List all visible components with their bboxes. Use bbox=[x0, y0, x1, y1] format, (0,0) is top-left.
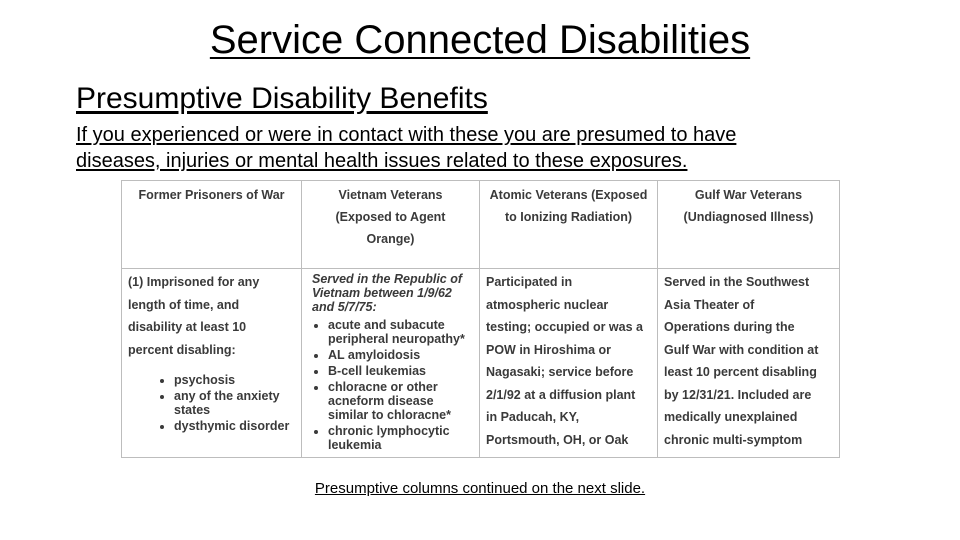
cell-line: (1) Imprisoned for any bbox=[128, 275, 260, 289]
header-line: Vietnam Veterans bbox=[338, 188, 443, 202]
continued-note: Presumptive columns continued on the next slide. bbox=[314, 480, 646, 497]
cell-pow bbox=[122, 269, 302, 458]
table-header-row bbox=[122, 181, 840, 269]
header-line: Atomic Veterans (Exposed bbox=[489, 188, 648, 202]
cell-line: Portsmouth, OH, or Oak bbox=[486, 432, 629, 447]
cell-line: chronic multi-symptom bbox=[664, 432, 803, 447]
header-atomic bbox=[480, 181, 658, 269]
cell-line: medically unexplained bbox=[664, 410, 798, 424]
table-row bbox=[122, 269, 840, 458]
header-vietnam bbox=[302, 181, 480, 269]
list-item: • B-cell leukemias bbox=[328, 364, 477, 378]
cell-line: Nagasaki; service before bbox=[486, 365, 634, 379]
header-line: Gulf War Veterans bbox=[694, 188, 803, 202]
cell-atomic bbox=[480, 269, 658, 458]
header-pow bbox=[122, 181, 302, 269]
intro-text bbox=[76, 122, 876, 174]
cell-line: in Paducah, KY, bbox=[486, 410, 580, 424]
header-line: (Exposed to Agent bbox=[335, 210, 446, 224]
list-item: • any of the anxiety states bbox=[174, 389, 295, 417]
cell-line: Asia Theater of bbox=[664, 297, 755, 312]
list-item: • chloracne or other acneform disease similar to chloracne* bbox=[328, 380, 477, 422]
cell-line: testing; occupied or was a bbox=[486, 320, 643, 334]
vietnam-intro: Served in the Republic of Vietnam between 1/9/62 and 5/7/75: bbox=[312, 272, 463, 314]
cell-line: Operations during the bbox=[664, 320, 795, 334]
cell-line: 2/1/92 at a diffusion plant bbox=[486, 387, 636, 402]
slide-subtitle: Presumptive Disability Benefits bbox=[76, 82, 488, 115]
cell-line: Served in the Southwest bbox=[664, 275, 810, 289]
header-line: Orange) bbox=[366, 232, 415, 246]
vietnam-condition-list bbox=[304, 318, 477, 452]
list-item: • acute and subacute peripheral neuropathy* bbox=[328, 318, 477, 346]
header-line: to Ionizing Radiation) bbox=[504, 210, 633, 224]
presumptive-table bbox=[121, 180, 839, 458]
intro-line: If you experienced or were in contact with these you are presumed to have bbox=[76, 124, 737, 146]
intro-line: diseases, injuries or mental health issues related to these exposures. bbox=[76, 150, 688, 172]
cell-line: POW in Hiroshima or bbox=[486, 342, 612, 357]
list-item: • AL amyloidosis bbox=[328, 348, 477, 362]
cell-line: disability at least 10 bbox=[128, 320, 247, 334]
pow-condition-list bbox=[128, 373, 295, 433]
header-line: (Undiagnosed Illness) bbox=[683, 210, 814, 224]
cell-line: percent disabling: bbox=[128, 342, 236, 357]
cell-line: Participated in bbox=[486, 275, 573, 289]
slide-title: Service Connected Disabilities bbox=[209, 18, 751, 62]
cell-vietnam bbox=[302, 269, 480, 458]
list-item: • psychosis bbox=[174, 373, 295, 387]
list-item: • chronic lymphocytic leukemia bbox=[328, 424, 477, 452]
cell-line: Gulf War with condition at bbox=[664, 342, 819, 357]
cell-line: least 10 percent disabling bbox=[664, 365, 817, 379]
header-gulf bbox=[658, 181, 840, 269]
cell-line: by 12/31/21. Included are bbox=[664, 387, 812, 402]
cell-line: atmospheric nuclear bbox=[486, 297, 609, 312]
cell-line: length of time, and bbox=[128, 297, 240, 312]
header-line: Former Prisoners of War bbox=[138, 188, 285, 202]
presumptive-table-grid bbox=[121, 180, 840, 458]
list-item: • dysthymic disorder bbox=[174, 419, 295, 433]
cell-gulf bbox=[658, 269, 840, 458]
